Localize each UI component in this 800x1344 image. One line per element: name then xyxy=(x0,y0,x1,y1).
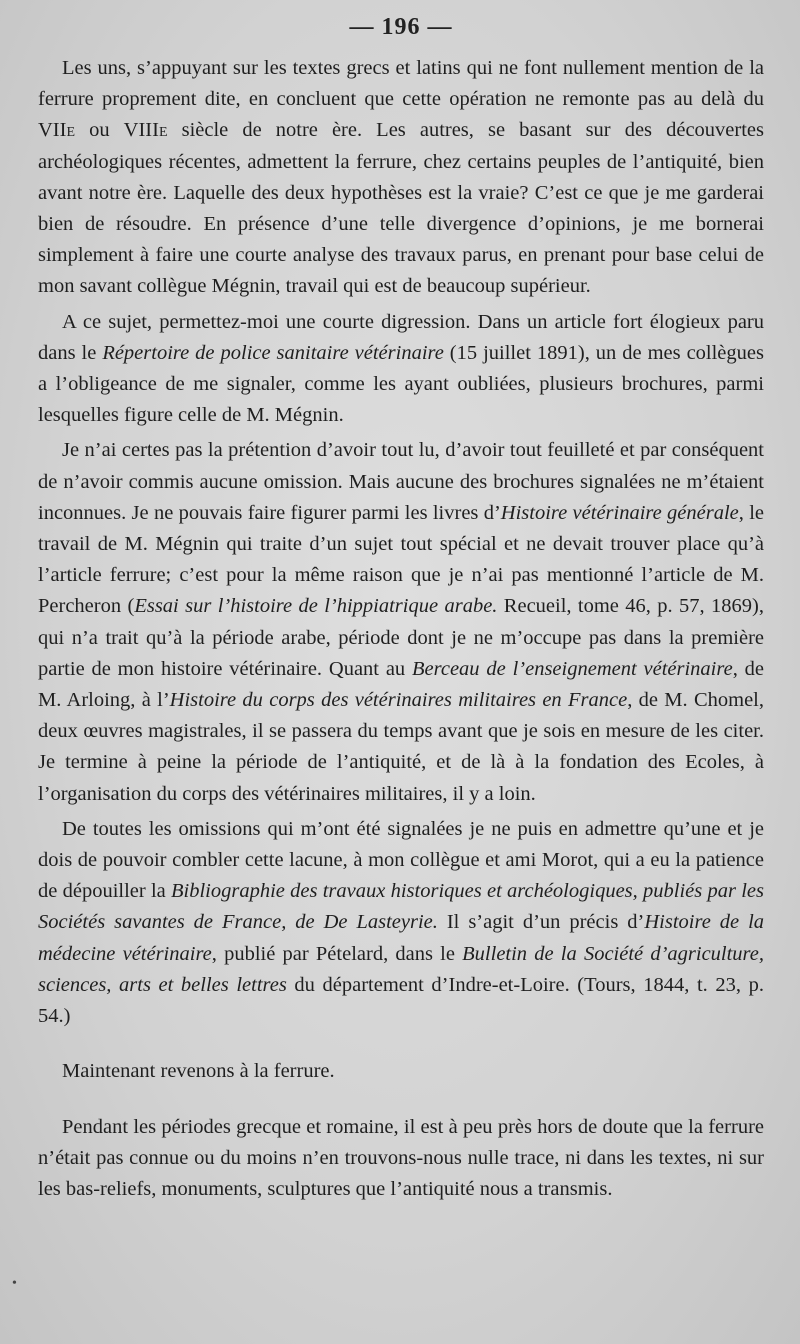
paragraph-4 xyxy=(38,814,764,1032)
paragraph-6 xyxy=(38,1112,764,1206)
paragraph-2-text-b: (15 juillet 1891), un de mes collègues a l’obligeance de me signaler, comme les ayant oubliées, plusieurs brochures, parmi lesquelles figure celle de M. Mégnin. xyxy=(38,341,764,427)
paragraph-3-text-a: Je n’ai certes pas la prétention d’avoir tout lu, d’avoir tout feuilleté et par conséquent de n’avoir commis aucune omission. Mais aucune des brochures signalées ne m’étaient inconnues. Je ne pouvais faire figurer parmi les livres d’ xyxy=(38,439,764,524)
title-histoire-corps: Histoire du corps des vétérinaires militaires en France xyxy=(169,689,628,712)
paragraph-2 xyxy=(38,307,764,432)
title-histoire-veterinaire: Histoire vétérinaire générale xyxy=(500,501,739,524)
title-berceau: Berceau de l’enseignement vétérinaire xyxy=(412,657,733,680)
paragraph-4-text-c: , publié par Pételard, dans le xyxy=(211,942,463,965)
paragraph-2-text-a: A ce sujet, permettez-moi une courte digression. Dans un article fort élogieux paru dans le xyxy=(38,310,764,364)
paragraph-1-text-c: siècle de notre ère. Les autres, se basant sur des découvertes archéologiques récentes, admettent la ferrure, chez certains peuples de l’antiquité, bien avant notre ère. Laquelle des deux hypothèses est la vraie? C’est ce que je me garderai bien de résoudre. En présence d’une telle divergence d’opinions, je me bornerai simplement à faire une courte analyse des travaux parus, en prenant pour base celui de mon savant collègue Mégnin, travail qui est de beaucoup supérieur. xyxy=(38,119,765,298)
paragraph-4-text-d: du département d’Indre-et-Loire. (Tours, 1844, t. 23, p. 54.) xyxy=(38,973,764,1028)
title-histoire-medecine: Histoire de la médecine vétérinaire xyxy=(38,911,765,965)
title-repertoire: Répertoire de police sanitaire vétérinaire xyxy=(102,341,444,364)
paragraph-5 xyxy=(38,1056,764,1087)
paragraph-6-text: Pendant les périodes grecque et romaine, il est à peu près hors de doute que la ferrure n’était pas connue ou du moins n’en trouvons-nous nulle trace, ni dans les textes, ni sur les bas-reliefs, monuments, sculptures que l’antiquité nous a transmis. xyxy=(38,1115,764,1200)
title-essai-hippiatrique: Essai sur l’histoire de l’hippiatrique arabe. xyxy=(134,595,498,618)
paragraph-1 xyxy=(38,53,764,303)
century-seven: VIIe xyxy=(38,119,76,142)
paragraph-5-text: Maintenant revenons à la ferrure. xyxy=(62,1060,335,1083)
paragraph-3-text-d: , de M. Arloing, à l’ xyxy=(38,657,764,712)
paragraph-4-text-a: De toutes les omissions qui m’ont été signalées je ne puis en admettre qu’une et je dois de pouvoir combler cette lacune, à mon collègue et ami Morot, qui a eu la patience de dépouiller la xyxy=(38,817,764,903)
margin-mark-icon: • xyxy=(12,1276,17,1291)
paragraph-4-text-b: Il s’agit d’un précis d’ xyxy=(437,911,645,934)
paragraph-1-text-a: Les uns, s’appuyant sur les textes grecs et latins qui ne font nullement mention de la ferrure proprement dite, en concluent que cette opération ne remonte pas au delà du xyxy=(38,57,764,111)
paragraph-3-text-c: Recueil, tome 46, p. 57, 1869), qui n’a trait qu’à la période arabe, période dont je ne m’occupe pas dans la première partie de mon histoire vétérinaire. Quant au xyxy=(38,595,764,680)
title-bulletin: Bulletin de la Société d’agriculture, sciences, arts et belles lettres xyxy=(38,942,765,996)
paragraph-3 xyxy=(38,435,764,809)
paragraph-3-text-b: , le travail de M. Mégnin qui traite d’un sujet tout spécial et ne devait trouver place qu’à l’article ferrure; c’est pour la même raison que je n’ai pas mentionné l’article de M. Percheron ( xyxy=(38,501,764,618)
paragraph-1-text-b: ou xyxy=(75,119,124,142)
paragraph-3-text-e: , de M. Chomel, deux œuvres magistrales, il se passera du temps avant que je sois en mesure de les citer. Je termine à peine la période de l’antiquité, et de là à la fondation des Ecoles, à l’organisation du corps des vétérinaires militaires, il y a loin. xyxy=(38,689,764,805)
page-number: — 196 — xyxy=(349,14,453,40)
title-bibliographie: Bibliographie des travaux historiques et archéologiques, publiés par les Sociétés savantes de France, de De Lasteyrie. xyxy=(38,880,764,934)
century-eight: VIIIe xyxy=(123,119,168,142)
